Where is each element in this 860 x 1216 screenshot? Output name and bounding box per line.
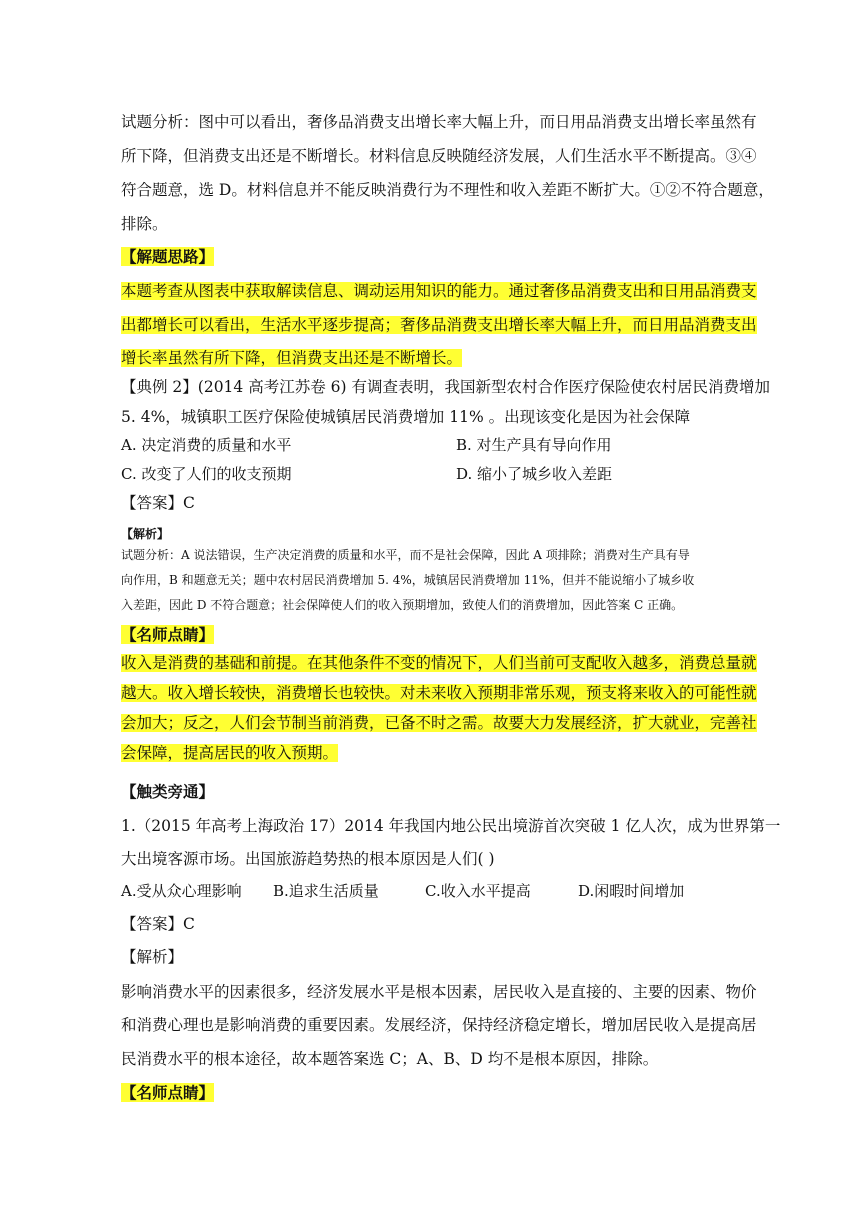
analysis-line: 排除。 [121, 215, 168, 233]
teacher-tip-line: 收入是消费的基础和前提。在其他条件不变的情况下，人们当前可支配收入越多，消费总量就 [121, 654, 757, 672]
thinking-line: 出都增长可以看出，生活水平逐步提高；奢侈品消费支出增长率大幅上升，而日用品消费支出 [121, 316, 757, 334]
analysis-small-line: 试题分析：A 说法错误，生产决定消费的质量和水平，而不是社会保障，因此 A 项排除；消费对生产具有导 [121, 548, 690, 562]
teacher-tip-heading: 【名师点睛】 [121, 1083, 215, 1102]
example-question-line: 【典例 2】(2014 高考江苏卷 6) 有调查表明，我国新型农村合作医疗保险使农村居民消费增加 [121, 378, 770, 396]
analysis-line: 和消费心理也是影响消费的重要因素。发展经济，保持经济稳定增长，增加居民收入是提高居 [121, 1016, 757, 1034]
option-c: C.收入水平提高 [425, 882, 531, 900]
teacher-tip-heading: 【名师点睛】 [121, 625, 215, 644]
option-d: D. 缩小了城乡收入差距 [456, 465, 613, 483]
practice-question-line: 大出境客源市场。出国旅游趋势热的根本原因是人们( ) [121, 850, 495, 868]
option-a: A.受从众心理影响 [121, 882, 242, 900]
analysis-heading: 【解析】 [121, 948, 184, 966]
teacher-tip-line: 越大。收入增长较快，消费增长也较快。对未来收入预期非常乐观，预支将来收入的可能性就 [121, 684, 757, 702]
practice-question-line: 1.（2015 年高考上海政治 17）2014 年我国内地公民出境游首次突破 1 亿人次，成为世界第一 [121, 817, 781, 835]
teacher-tip-line: 会保障，提高居民的收入预期。 [121, 744, 339, 762]
analysis-line: 所下降，但消费支出还是不断增长。材料信息反映随经济发展，人们生活水平不断提高。③④ [121, 147, 757, 165]
analysis-heading: 【解析】 [121, 527, 170, 541]
thinking-line: 增长率虽然有所下降，但消费支出还是不断增长。 [121, 349, 463, 367]
analysis-small-line: 向作用，B 和题意无关；题中农村居民消费增加 5. 4%，城镇居民消费增加 11%，但并不能说缩小了城乡收 [121, 573, 695, 587]
analysis-line: 试题分析：图中可以看出，奢侈品消费支出增长率大幅上升，而日用品消费支出增长率虽然有 [121, 113, 757, 131]
answer: 【答案】C [121, 915, 195, 933]
option-c: C. 改变了人们的收支预期 [121, 465, 292, 483]
analysis-line: 符合题意，选 D。材料信息并不能反映消费行为不理性和收入差距不断扩大。①②不符合题意， [121, 181, 774, 199]
teacher-tip-line: 会加大；反之，人们会节制当前消费，已备不时之需。故要大力发展经济，扩大就业，完善社 [121, 714, 757, 732]
analysis-small-line: 入差距，因此 D 不符合题意；社会保障使人们的收入预期增加，致使人们的消费增加，因此答案 C 正确。 [121, 598, 684, 612]
option-b: B. 对生产具有导向作用 [456, 436, 612, 454]
option-a: A. 决定消费的质量和水平 [121, 436, 292, 454]
analysis-line: 影响消费水平的因素很多，经济发展水平是根本因素，居民收入是直接的、主要的因素、物价 [121, 983, 757, 1001]
option-b: B.追求生活质量 [273, 882, 379, 900]
example-question-line: 5. 4%，城镇职工医疗保险使城镇居民消费增加 11% 。出现该变化是因为社会保障 [121, 408, 691, 426]
practice-heading: 【触类旁通】 [121, 782, 215, 801]
thinking-heading: 【解题思路】 [121, 247, 215, 266]
thinking-line: 本题考查从图表中获取解读信息、调动运用知识的能力。通过奢侈品消费支出和日用品消费支 [121, 282, 757, 300]
option-d: D.闲暇时间增加 [578, 882, 685, 900]
analysis-line: 民消费水平的根本途径，故本题答案选 C；A、B、D 均不是根本原因，排除。 [121, 1050, 659, 1068]
answer: 【答案】C [121, 494, 195, 512]
